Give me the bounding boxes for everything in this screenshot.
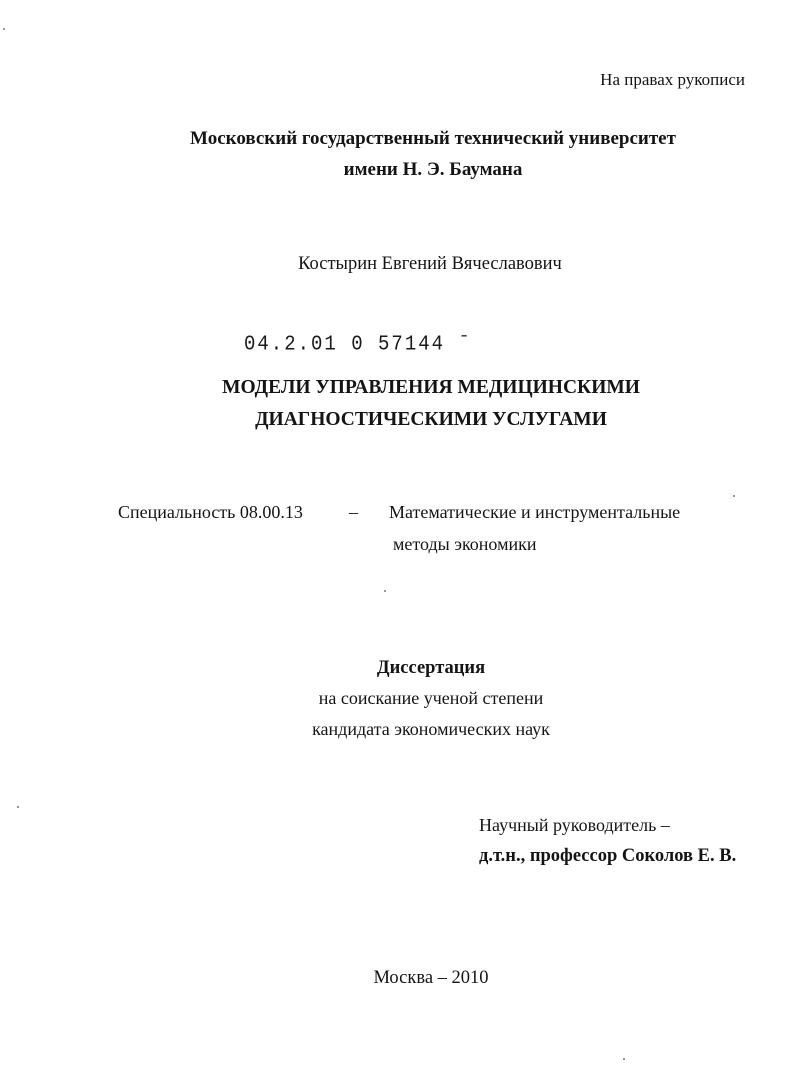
specialty-dash: – — [349, 502, 358, 522]
specialty-name-line1: Математические и инструментальные — [389, 502, 681, 522]
rights-note: На правах рукописи — [600, 70, 745, 89]
specialty-label: Специальность 08.00.13 — [118, 502, 303, 522]
scan-speck — [623, 1058, 625, 1060]
specialty-name-line2: методы экономики — [393, 534, 537, 554]
thesis-title-line1: МОДЕЛИ УПРАВЛЕНИЯ МЕДИЦИНСКИМИ — [222, 377, 640, 398]
dissertation-degree-line1: на соискание ученой степени — [318, 688, 544, 708]
thesis-title-line2: ДИАГНОСТИЧЕСКИМИ УСЛУГАМИ — [255, 409, 607, 430]
university-name-line2: имени Н. Э. Баумана — [343, 159, 523, 180]
dissertation-degree-line2: кандидата экономических наук — [312, 719, 550, 739]
university-name-line1: Московский государственный технический университет — [190, 128, 676, 149]
author-name: Костырин Евгений Вячеславович — [298, 254, 562, 274]
supervisor-label: Научный руководитель – — [479, 815, 670, 835]
scan-speck — [17, 806, 19, 808]
scan-speck — [733, 495, 735, 497]
city-year: Москва – 2010 — [373, 968, 489, 988]
registration-code-stamp: 04.2.01 0 57144 ˉ — [244, 331, 472, 357]
dissertation-heading: Диссертация — [376, 658, 486, 678]
supervisor-name: д.т.н., профессор Соколов Е. В. — [479, 846, 737, 866]
scan-speck — [3, 28, 5, 30]
scan-speck — [384, 590, 386, 592]
